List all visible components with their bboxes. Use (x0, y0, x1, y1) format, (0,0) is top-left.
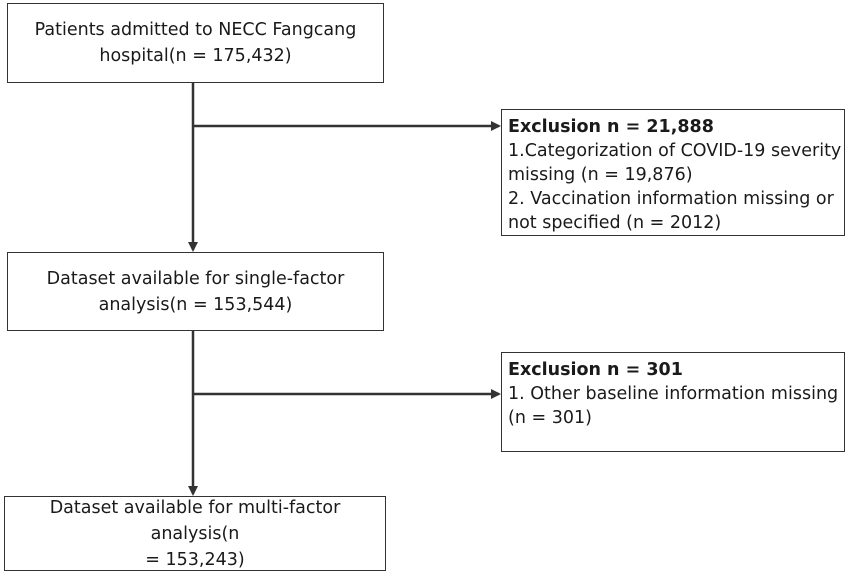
single-factor-line2: analysis(n = 153,544) (98, 294, 293, 315)
exclusion-1-line: 2. Vaccination information missing or (508, 189, 834, 209)
exclusion-box-2 (501, 352, 845, 452)
patients-admitted-box (7, 3, 384, 83)
exclusion-1-title: Exclusion n = 21,888 (508, 117, 714, 137)
patients-admitted-line2: hospital(n = 175,432) (99, 46, 292, 66)
exclusion-2-title: Exclusion n = 301 (508, 360, 683, 380)
exclusion-box-1 (501, 109, 845, 236)
single-factor-line1: Dataset available for single-factor (46, 268, 345, 289)
exclusion-1-line: missing (n = 19,876) (508, 165, 693, 185)
patients-admitted-line1: Patients admitted to NECC Fangcang (34, 20, 357, 40)
multi-factor-dataset-box (4, 496, 386, 571)
single-factor-dataset-box (7, 252, 384, 331)
exclusion-2-line: 1. Other baseline information missing (508, 384, 839, 404)
exclusion-1-line: 1.Categorization of COVID-19 severity (508, 141, 842, 161)
multi-factor-line2: = 153,243) (145, 549, 245, 570)
exclusion-1-line: not specified (n = 2012) (508, 213, 722, 233)
multi-factor-line1: Dataset available for multi-factor analysis(n (49, 497, 341, 544)
exclusion-2-line: (n = 301) (508, 408, 592, 428)
